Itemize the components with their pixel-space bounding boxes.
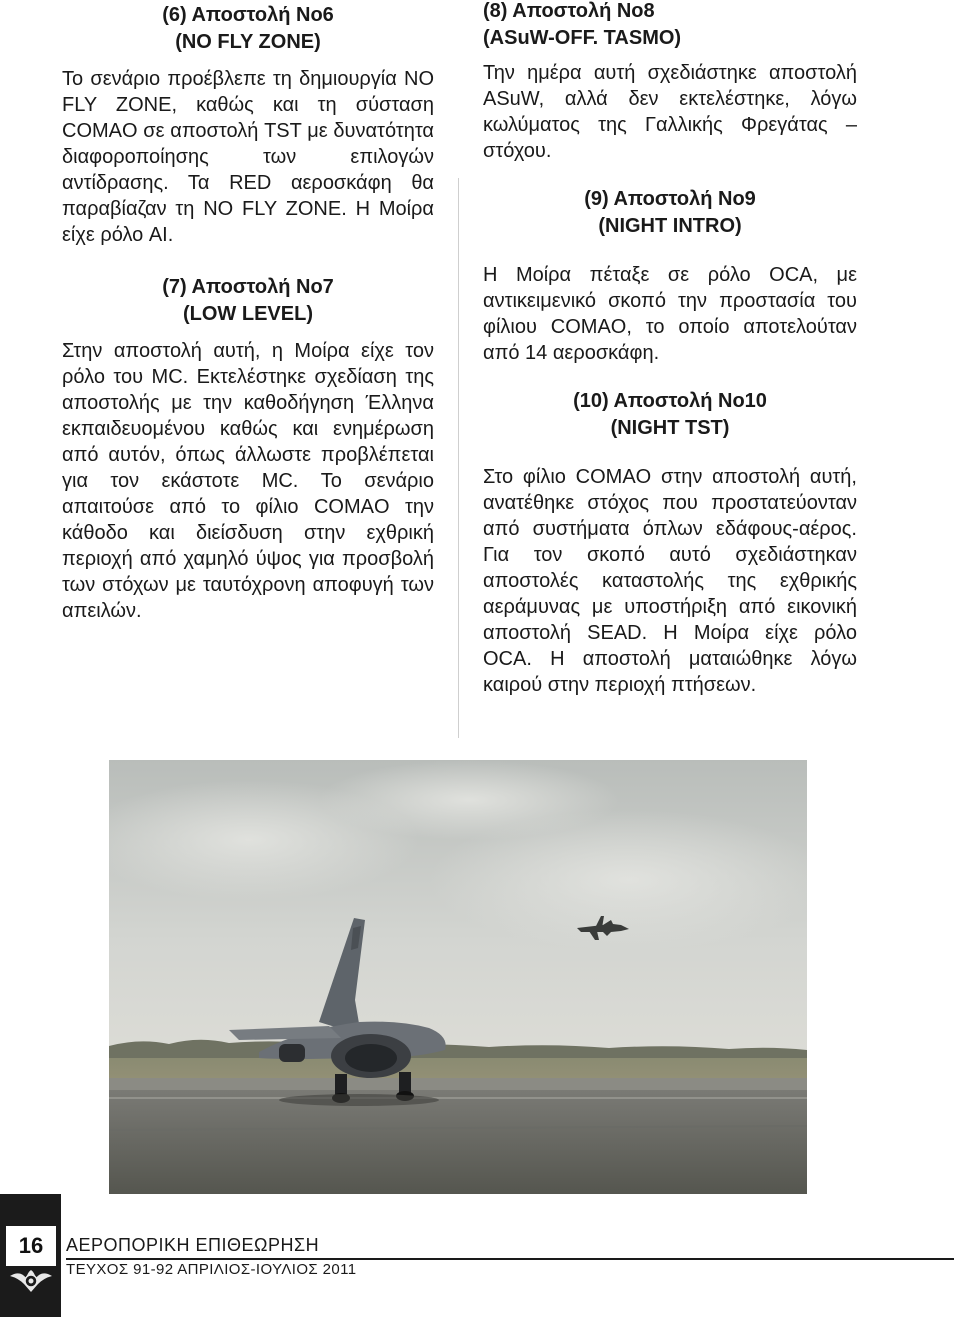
section-10-subtitle: (NIGHT TST)	[610, 417, 730, 439]
issue-line: ΤΕΥΧΟΣ 91-92 ΑΠΡΙΛΙΟΣ-ΙΟΥΛΙΟΣ 2011	[66, 1261, 357, 1278]
runway-photo	[109, 760, 807, 1194]
runway	[109, 1090, 807, 1194]
air-force-emblem-icon	[8, 1262, 54, 1298]
section-8-subtitle: (ASuW-OFF. TASMO)	[483, 27, 682, 49]
section-9-subtitle: (NIGHT INTRO)	[598, 215, 742, 237]
section-7-text: Στην αποστολή αυτή, η Μοίρα είχε τον ρόλο του MC. Εκτελέστηκε σχεδίαση της αποστολής με την καθοδήγηση Έλληνα εκπαιδευομένου καθώς και ενημέρωση από αυτόν, όπως άλλωστε προβλέπεται για τον εκάστοτε MC. Το σενάριο απαιτούσε από το φίλιο COMAO την κάθοδο και διείσδυση στην εχθρική περιοχή από χαμηλό ύψος για προσβολή των στόχων με ταυτόχρονη αποφυγή των απειλών.	[62, 340, 434, 622]
section-8-text: Την ημέρα αυτή σχεδιάστηκε αποστολή ASuW, αλλά δεν εκτελέστηκε, λόγω κωλύματος της Γαλλικής Φρεγάτας – στόχου.	[483, 62, 857, 162]
left-column	[62, 0, 434, 624]
section-9-text: Η Μοίρα πέταξε σε ρόλο OCA, με αντικειμενικό σκοπό την προστασία του φίλιου COMAO, το οποίο αποτελούταν από 14 αεροσκάφη.	[483, 264, 857, 364]
section-10-text: Στο φίλιο COMAO στην αποστολή αυτή, ανατέθηκε στόχος που προστατεύονταν από συστήματα όπλων εδάφους-αέρος. Για τον σκοπό αυτό σχεδιάστηκαν αποστολές καταστολής της εχθρικής αεράμυνας με υποστήριξη από εικονική αποστολή SEAD. Η Μοίρα είχε ρόλο OCA. Η αποστολή ματαιώθηκε λόγω καιρού στην περιοχή πτήσεων.	[483, 466, 857, 696]
footer-rule	[66, 1258, 954, 1260]
section-7-subtitle: (LOW LEVEL)	[183, 303, 313, 325]
section-6-text: Το σενάριο προέβλεπε τη δημιουργία NO FLY ZONE, καθώς και τη σύσταση COMAO σε αποστολή TST με δυνατότητα διαφοροποίησης των επιλογών αντίδρασης. Τα RED αεροσκάφη θα παραβίαζαν τη NO FLY ZONE. Η Μοίρα είχε ρόλο AI.	[62, 68, 434, 246]
section-7-title: (7) Αποστολή Νο7	[162, 276, 334, 298]
section-8-title: (8) Αποστολή Νο8	[483, 0, 655, 22]
section-6-title: (6) Αποστολή Νο6	[162, 4, 334, 26]
taxiway	[109, 1078, 807, 1090]
right-column	[483, 0, 857, 698]
section-10-title: (10) Αποστολή Νο10	[573, 390, 767, 412]
section-6-subtitle: (NO FLY ZONE)	[175, 31, 321, 53]
section-9-title: (9) Αποστολή Νο9	[584, 188, 756, 210]
magazine-title: ΑΕΡΟΠΟΡΙΚΗ ΕΠΙΘΕΩΡΗΣΗ	[66, 1235, 320, 1255]
page-number: 16	[6, 1226, 56, 1266]
cloud	[319, 760, 619, 840]
column-divider	[458, 178, 459, 738]
